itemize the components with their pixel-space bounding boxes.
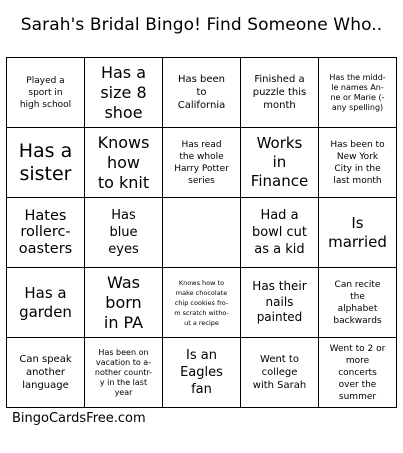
bingo-cell[interactable]: Hates rollerc- oasters bbox=[7, 198, 85, 268]
bingo-cell[interactable]: Has been to California bbox=[163, 58, 241, 128]
bingo-cell[interactable]: Can recite the alphabet backwards bbox=[319, 268, 397, 338]
bingo-cell[interactable]: Went to 2 or more concerts over the summer bbox=[319, 338, 397, 408]
bingo-cell[interactable]: Has a size 8 shoe bbox=[85, 58, 163, 128]
bingo-cell[interactable]: Played a sport in high school bbox=[7, 58, 85, 128]
bingo-cell[interactable]: Knows how to knit bbox=[85, 128, 163, 198]
card-title: Sarah's Bridal Bingo! Find Someone Who.. bbox=[20, 15, 383, 35]
bingo-cell[interactable]: Can speak another language bbox=[7, 338, 85, 408]
bingo-cell[interactable]: Has their nails painted bbox=[241, 268, 319, 338]
site-credit: BingoCardsFree.com bbox=[12, 411, 146, 426]
bingo-cell[interactable]: Is an Eagles fan bbox=[163, 338, 241, 408]
bingo-cell[interactable]: Has read the whole Harry Potter series bbox=[163, 128, 241, 198]
bingo-cell[interactable]: Has the midd- le names An- ne or Marie (- any spelling) bbox=[319, 58, 397, 128]
bingo-cell[interactable]: Works in Finance bbox=[241, 128, 319, 198]
bingo-cell[interactable]: Has been on vacation to a- nother countr- y in the last year bbox=[85, 338, 163, 408]
bingo-cell[interactable]: Has been to New York City in the last month bbox=[319, 128, 397, 198]
bingo-cell[interactable]: Has a sister bbox=[7, 128, 85, 198]
bingo-cell[interactable]: Is married bbox=[319, 198, 397, 268]
bingo-cell[interactable]: Has blue eyes bbox=[85, 198, 163, 268]
bingo-cell[interactable]: Finished a puzzle this month bbox=[241, 58, 319, 128]
bingo-cell[interactable]: Had a bowl cut as a kid bbox=[241, 198, 319, 268]
bingo-cell[interactable]: Knows how to make chocolate chip cookies fro- m scratch witho- ut a recipe bbox=[163, 268, 241, 338]
bingo-cell[interactable]: Went to college with Sarah bbox=[241, 338, 319, 408]
bingo-cell[interactable]: Has a garden bbox=[7, 268, 85, 338]
bingo-grid bbox=[6, 57, 397, 408]
free-space-cell[interactable] bbox=[163, 198, 241, 268]
bingo-cell[interactable]: Was born in PA bbox=[85, 268, 163, 338]
